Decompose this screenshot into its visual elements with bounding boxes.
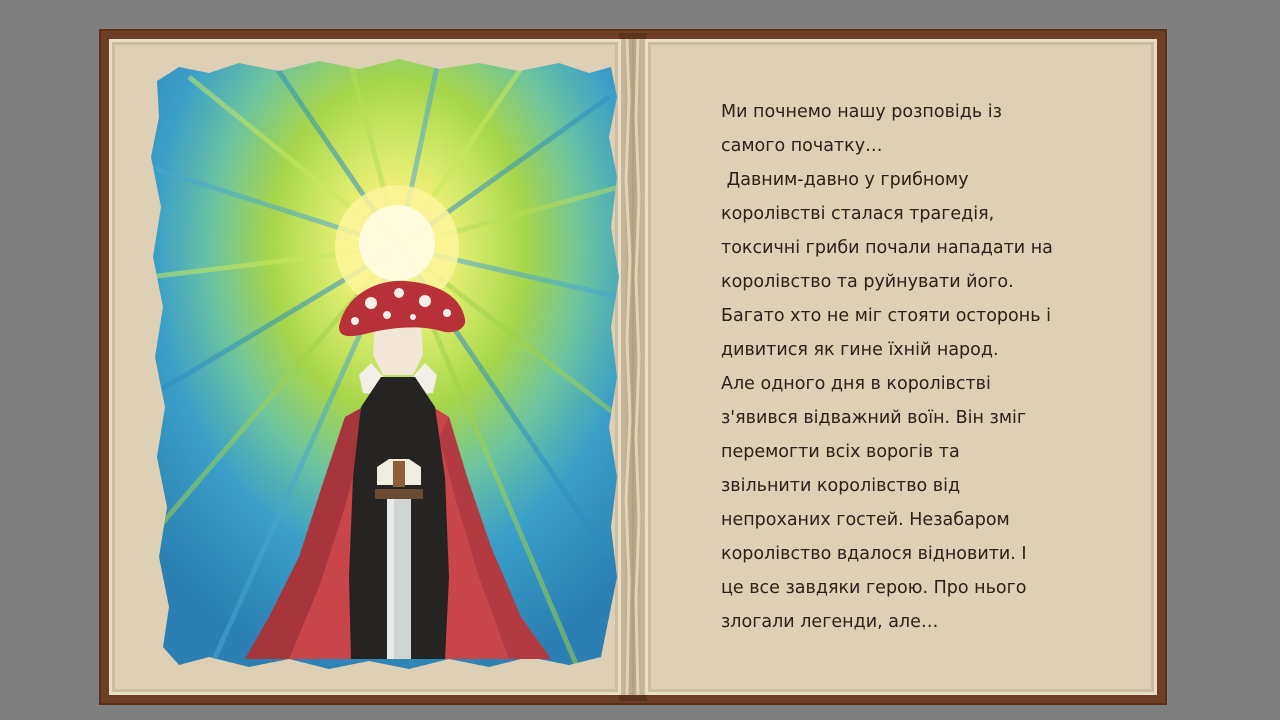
hero-illustration	[149, 57, 619, 671]
hero-sword-guard	[375, 489, 423, 499]
right-page	[645, 39, 1157, 695]
book-spine	[621, 39, 645, 695]
left-page	[109, 39, 621, 695]
storybook	[99, 29, 1167, 705]
story-text: Ми почнемо нашу розповідь із самого початку… Давним-давно у грибному королівстві сталася трагедія, токсичні гриби почали нападати на королівство та руйнувати його. Багато хто не міг стояти осторонь і дивитися як гине їхній народ. Але одного дня в королівстві з'явився відважний воїн. Він зміг перемогти всіх ворогів та звільнити королівство від непроханих гостей. Незабаром королівство вдалося відновити. І це все завдяки герою. Про нього злогали легенди, але…	[721, 102, 1053, 632]
